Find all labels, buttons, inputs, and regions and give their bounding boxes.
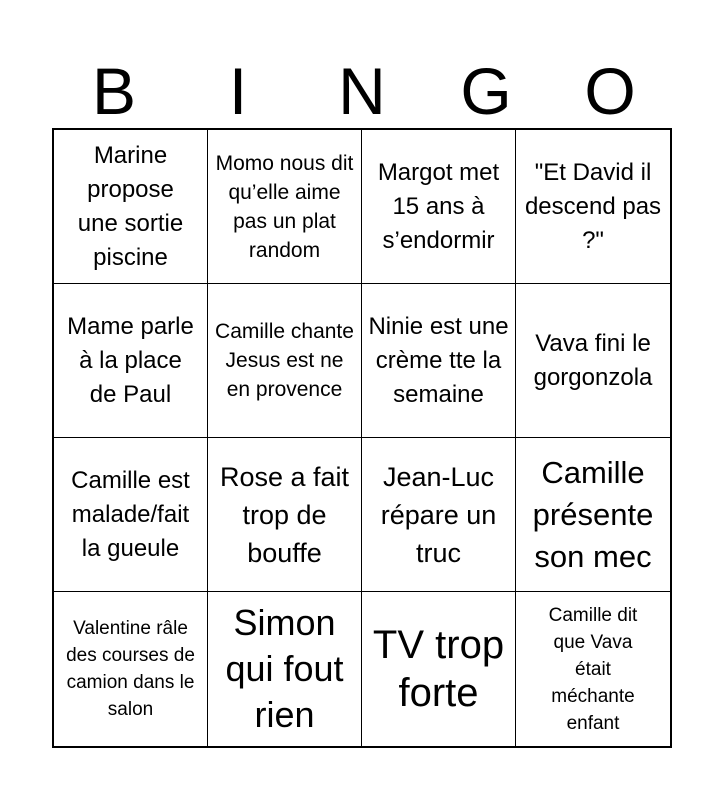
bingo-cell[interactable] [516,438,670,592]
bingo-cell[interactable] [362,438,516,592]
cell-text: Ninie est une crème tte la semaine [368,312,509,408]
header-letter-o: O [584,54,636,128]
bingo-cell[interactable] [208,438,362,592]
cell-text: Rose a fait trop de bouffe [219,461,350,568]
cell-text: Margot met 15 ans à s’endormir [377,158,500,254]
cell-text: Camille dit que Vava était méchante enfant [548,604,638,734]
header-letter-i: I [228,54,248,128]
cell-text: Camille présente son mec [532,454,654,574]
cell-text: Simon qui fout rien [225,602,344,735]
cell-text: TV trop forte [372,623,505,715]
bingo-cell[interactable] [208,592,362,746]
cell-text: Camille chante Jesus est ne en provence [215,320,354,401]
cell-text: Marine propose une sortie piscine [77,141,184,271]
bingo-cell[interactable] [208,284,362,438]
cell-text: Momo nous dit qu’elle aime pas un plat random [215,151,354,262]
bingo-cell[interactable] [516,130,670,284]
cell-text: Vava fini le gorgonzola [533,329,653,391]
bingo-cell[interactable] [54,130,208,284]
bingo-cell[interactable] [516,592,670,746]
cell-text: Camille est malade/fait la gueule [71,466,190,562]
cell-text: Jean-Luc répare un truc [380,461,497,568]
cell-text: Valentine râle des courses de camion dans le salon [66,618,195,720]
bingo-cell[interactable] [54,438,208,592]
bingo-grid [52,128,672,748]
cell-text: Mame parle à la place de Paul [67,312,194,408]
header-letter-b: B [91,54,137,128]
bingo-cell[interactable] [362,592,516,746]
header-letter-n: N [338,54,386,128]
bingo-cell[interactable] [54,592,208,746]
bingo-cell[interactable] [516,284,670,438]
bingo-cell[interactable] [54,284,208,438]
bingo-cell[interactable] [362,284,516,438]
bingo-header [52,56,672,126]
bingo-cell[interactable] [208,130,362,284]
header-letter-g: G [460,54,512,128]
bingo-cell[interactable] [362,130,516,284]
cell-text: "Et David il descend pas ?" [524,158,662,254]
